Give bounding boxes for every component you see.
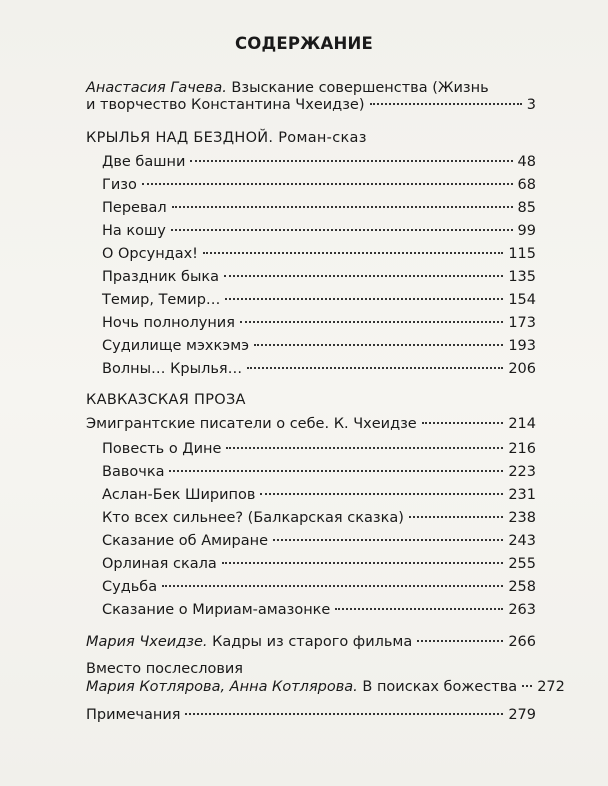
dot-leader [226, 447, 503, 449]
dot-leader [190, 160, 512, 162]
entry-title: Темир, Темир… [102, 292, 221, 308]
toc-entry [102, 440, 536, 458]
entry-page: 255 [508, 556, 536, 572]
entry-title: Сказание об Амиране [102, 533, 268, 549]
dot-leader [171, 229, 513, 231]
dot-leader [273, 539, 503, 541]
entry-title [86, 633, 412, 651]
afterword-heading: Вместо послесловия [86, 661, 244, 677]
toc-entry [86, 415, 536, 433]
dot-leader [370, 103, 522, 105]
entry-title: Вавочка [102, 464, 165, 480]
dot-leader [335, 608, 503, 610]
entry-title: Праздник быка [102, 269, 220, 285]
maria-title: Кадры из старого фильма [207, 634, 413, 650]
toc-entry [102, 578, 536, 596]
toc-entry [102, 532, 536, 550]
entry-title: Судилище мэхкэмэ [102, 338, 250, 354]
section2-heading: КАВКАЗСКАЯ ПРОЗА [86, 392, 246, 408]
toc-entry [102, 555, 536, 573]
dot-leader [172, 206, 513, 208]
toc-entry [102, 601, 536, 619]
dot-leader [225, 298, 503, 300]
entry-title: Примечания [86, 707, 181, 723]
dot-leader [254, 344, 503, 346]
entry-title: Перевал [102, 200, 167, 216]
dot-leader [162, 585, 503, 587]
toc-entry [102, 176, 536, 194]
entry-title: На кошу [102, 223, 166, 239]
toc-entry [86, 633, 536, 651]
toc-entry [102, 268, 536, 286]
toc-entry [86, 706, 536, 724]
entry-page: 135 [508, 269, 536, 285]
dot-leader [260, 493, 503, 495]
intro-page: 3 [526, 97, 536, 113]
entry-title: О Орсундах! [102, 246, 198, 262]
entry-title: Судьба [102, 579, 158, 595]
toc-entry [86, 678, 565, 696]
entry-page: 243 [508, 533, 536, 549]
entry-title: Ночь полнолуния [102, 315, 235, 331]
entry-page: 214 [508, 416, 536, 432]
entry-title [86, 678, 517, 696]
entry-page: 279 [508, 707, 536, 723]
entry-title: Орлиная скала [102, 556, 217, 572]
dot-leader [203, 252, 503, 254]
toc-entry [102, 486, 536, 504]
dot-leader [417, 640, 503, 642]
dot-leader [224, 275, 503, 277]
toc-entry [102, 463, 536, 481]
toc-entry [102, 153, 536, 171]
page-title: СОДЕРЖАНИЕ [234, 34, 374, 53]
dot-leader [185, 713, 503, 715]
section1-heading: КРЫЛЬЯ НАД БЕЗДНОЙ. Роман-сказ [86, 130, 367, 146]
entry-page: 48 [517, 154, 536, 170]
dot-leader [169, 470, 503, 472]
dot-leader [247, 367, 503, 369]
toc-entry [102, 199, 536, 217]
entry-title: Аслан-Бек Ширипов [102, 487, 256, 503]
intro-entry [86, 96, 536, 114]
dot-leader [222, 562, 504, 564]
dot-leader [240, 321, 503, 323]
entry-page: 263 [508, 602, 536, 618]
entry-title: Волны… Крылья… [102, 361, 243, 377]
intro-author: Анастасия Гачева. [86, 80, 227, 96]
afterword-authors: Мария Котлярова, Анна Котлярова. [86, 679, 358, 695]
dot-leader [522, 685, 532, 687]
toc-entry [102, 314, 536, 332]
maria-author: Мария Чхеидзе. [86, 634, 208, 650]
entry-page: 223 [508, 464, 536, 480]
entry-page: 85 [517, 200, 536, 216]
toc-entry [102, 222, 536, 240]
toc-entry [102, 509, 536, 527]
entry-page: 68 [517, 177, 536, 193]
entry-page: 99 [517, 223, 536, 239]
entry-title: Сказание о Мириам-амазонке [102, 602, 331, 618]
entry-page: 154 [508, 292, 536, 308]
entry-page: 216 [508, 441, 536, 457]
entry-page: 266 [508, 634, 536, 650]
entry-page: 115 [508, 246, 536, 262]
toc-entry [102, 337, 536, 355]
entry-page: 173 [508, 315, 536, 331]
toc-entry [102, 360, 536, 378]
afterword-title: В поисках божества [357, 679, 518, 695]
entry-title: Две башни [102, 154, 186, 170]
entry-title: Повесть о Дине [102, 441, 222, 457]
dot-leader [409, 516, 503, 518]
entry-page: 193 [508, 338, 536, 354]
entry-title: Гизо [102, 177, 137, 193]
entry-page: 272 [537, 679, 565, 695]
entry-page: 238 [508, 510, 536, 526]
intro-line-1 [86, 79, 489, 97]
intro-title-line2: и творчество Константина Чхеидзе) [86, 97, 365, 113]
entry-page: 206 [508, 361, 536, 377]
intro-title-line1: Взыскание совершенства (Жизнь [226, 80, 489, 96]
toc-entry [102, 291, 536, 309]
entry-title: Кто всех сильнее? (Балкарская сказка) [102, 510, 404, 526]
dot-leader [142, 183, 513, 185]
dot-leader [422, 422, 504, 424]
entry-title: Эмигрантские писатели о себе. К. Чхеидзе [86, 416, 417, 432]
toc-entry [102, 245, 536, 263]
entry-page: 258 [508, 579, 536, 595]
entry-page: 231 [508, 487, 536, 503]
